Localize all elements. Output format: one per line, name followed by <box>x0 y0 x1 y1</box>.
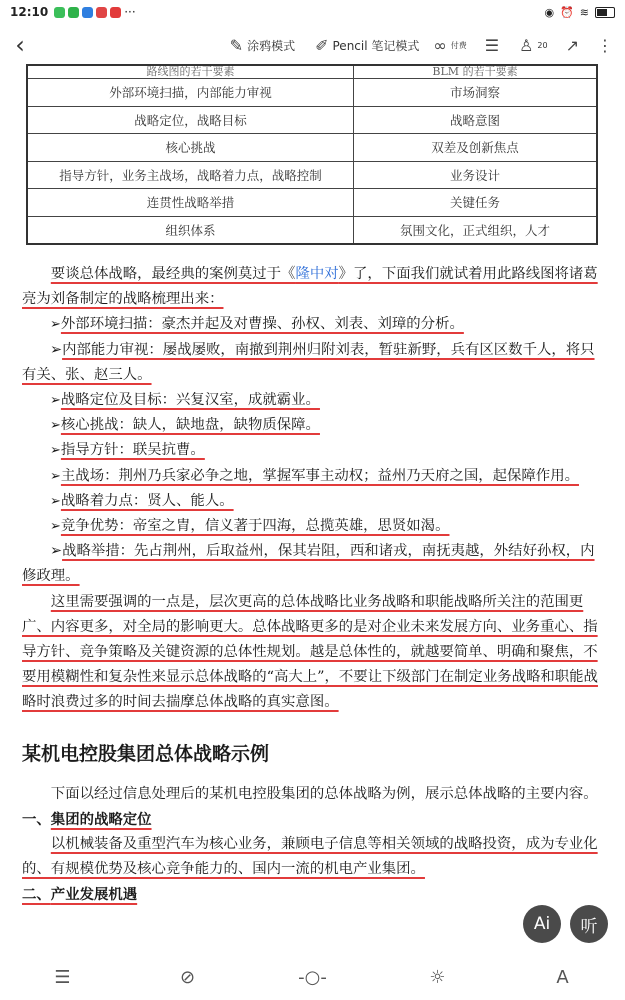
bullet-arrow-icon: ➢ <box>50 543 63 560</box>
wechat-icon <box>68 7 79 18</box>
app-icon <box>110 7 121 18</box>
list-item-text: 内部能力审视：屡战屡败，南撤到荆州归附刘表，暂驻新野，兵有区区数千人，将只有关、张、赵三人。 <box>22 341 595 383</box>
alarm-icon: ⏰ <box>560 5 574 19</box>
persons-button[interactable] <box>519 36 548 55</box>
listen-label: 听 <box>580 916 598 937</box>
pencil-icon: ✐ <box>315 35 329 55</box>
bullet-arrow-icon: ➢ <box>50 493 61 509</box>
eye-icon: ◉ <box>544 5 555 19</box>
comparison-table <box>26 64 598 245</box>
layout-button[interactable] <box>485 36 499 55</box>
table-cell: 组织体系 <box>27 216 354 244</box>
font-button[interactable] <box>543 967 583 988</box>
more-notifications-icon: ··· <box>124 5 136 19</box>
list-item-text: 战略定位及目标：兴复汉室，成就霸业。 <box>60 392 320 409</box>
brightness-icon: ☼ <box>429 967 446 988</box>
table-cell: 氛围文化，正式组织，人才 <box>354 216 598 244</box>
bullet-arrow-icon: ➢ <box>50 519 61 535</box>
intro-text: 要谈总体战略，最经典的案例莫过于《 <box>50 266 296 282</box>
person-count: 20 <box>537 40 548 50</box>
pencil-mode-button[interactable] <box>315 36 419 55</box>
font-icon: A <box>556 967 569 988</box>
subsection-title: 集团的战略定位 <box>50 810 152 828</box>
status-bar <box>0 0 625 24</box>
bullet-arrow-icon: ➢ <box>50 341 63 358</box>
status-time: 12:10 <box>10 5 49 19</box>
progress-button[interactable] <box>293 967 333 988</box>
list-item-text: 指导方针：联吴抗曹。 <box>60 442 205 459</box>
back-button[interactable]: ‹ <box>15 31 25 59</box>
progress-icon: -○- <box>298 967 327 988</box>
table-cell: 核心挑战 <box>27 134 354 162</box>
list-item-text: 外部环境扫描：豪杰并起及对曹操、孙权、刘表、刘璋的分析。 <box>60 316 464 333</box>
table-row <box>27 189 597 217</box>
table-row <box>27 79 597 107</box>
table-cell: 连贯性战略举措 <box>27 189 354 217</box>
intro-paragraph <box>22 262 607 312</box>
menu-button[interactable] <box>43 967 83 988</box>
more-vertical-icon: ⋮ <box>597 35 613 55</box>
table-cell: 业务设计 <box>354 161 598 189</box>
list-item <box>22 539 607 589</box>
share-button[interactable] <box>566 36 579 55</box>
brightness-button[interactable] <box>418 967 458 988</box>
list-item-text: 战略举措：先占荆州，后取益州，保其岩阻，西和诸戎，南抚夷越，外结好孙权，内修政理。 <box>22 543 595 585</box>
list-item <box>22 489 607 514</box>
layout-icon: ☰ <box>484 35 500 55</box>
table-cell: 双差及创新焦点 <box>354 134 598 162</box>
more-button[interactable] <box>597 36 613 55</box>
subsection-number: 一、 <box>22 810 51 828</box>
app-icon <box>82 7 93 18</box>
list-item <box>22 338 607 388</box>
table-cell: 关键任务 <box>354 189 598 217</box>
longzhongdui-link[interactable]: 隆中对 <box>295 266 339 282</box>
paragraph-text: 这里需要强调的一点是，层次更高的总体战略比业务战略和职能战略所关注的范围更广、内容更多，对全局的影响更大。总体战略更多的是对企业未来发展方向、业务重心、指导方针、竞争策略及关键资源的总体性规划。越是总体性的，就越要简单、明确和聚焦，不要用模糊性和复杂性来显示总体战略的“高大上”，不要让下级部门在制定业务战略和职能战略时浪费过多的时间去揣摩总体战略的真实意图。 <box>22 593 598 711</box>
bullet-arrow-icon: ➢ <box>50 468 61 484</box>
book-content <box>22 262 607 908</box>
infinity-icon: ∞ <box>433 35 447 55</box>
table-cell: 外部环境扫描，内部能力审视 <box>27 79 354 107</box>
compass-icon: ⊘ <box>179 967 196 988</box>
table-cell: 战略意图 <box>354 106 598 134</box>
list-item <box>22 438 607 463</box>
status-indicators <box>544 6 615 19</box>
doodle-mode-button[interactable] <box>230 36 295 55</box>
app-icon <box>96 7 107 18</box>
reader-toolbar <box>0 24 625 66</box>
bottom-toolbar <box>0 955 625 1000</box>
battery-icon <box>595 7 615 18</box>
wifi-icon: ≋ <box>579 5 589 19</box>
subsection-heading <box>22 807 607 832</box>
listen-button[interactable] <box>570 905 608 943</box>
table-header-cell: BLM 的若干要素 <box>354 65 598 79</box>
positioning-paragraph <box>22 832 607 882</box>
notification-icons <box>54 5 135 19</box>
share-icon: ↗ <box>565 35 579 55</box>
table-row <box>27 134 597 162</box>
paid-button[interactable] <box>433 36 466 55</box>
list-item <box>22 312 607 337</box>
bullet-arrow-icon: ➢ <box>50 418 61 434</box>
table-header-cell: 路线图的若干要素 <box>27 65 354 79</box>
list-item <box>22 413 607 438</box>
pencil-mode-label: Pencil 笔记模式 <box>332 38 420 53</box>
bullet-arrow-icon: ➢ <box>50 393 61 409</box>
wechat-icon <box>54 7 65 18</box>
ai-assistant-button[interactable] <box>523 905 561 943</box>
ai-label: Ai <box>533 914 551 934</box>
menu-icon: ☰ <box>54 967 71 988</box>
intro-text: 》了，下面我们就试着用此路线图将诸葛亮为刘备制定的战略梳理出来： <box>22 266 598 308</box>
bullet-arrow-icon: ➢ <box>50 443 61 459</box>
subsection-title: 产业发展机遇 <box>50 886 138 904</box>
table-cell: 战略定位，战略目标 <box>27 106 354 134</box>
list-item-text: 核心挑战：缺人，缺地盘，缺物质保障。 <box>60 417 320 434</box>
list-item <box>22 464 607 489</box>
list-item <box>22 514 607 539</box>
emphasis-paragraph <box>22 590 607 716</box>
list-item-text: 竞争优势：帝室之胄，信义著于四海，总揽英雄，思贤如渴。 <box>60 518 450 535</box>
doodle-icon: ✎ <box>229 35 244 55</box>
doodle-mode-label: 涂鸦模式 <box>247 38 296 53</box>
table-row <box>27 216 597 244</box>
table-row <box>27 161 597 189</box>
list-item-text: 主战场：荆州乃兵家必争之地，掌握军事主动权；益州乃天府之国，起保障作用。 <box>60 467 579 484</box>
compass-button[interactable] <box>168 967 208 988</box>
paragraph-text: 以机械装备及重型汽车为核心业务，兼顾电子信息等相关领域的战略投资，成为专业化的、有规模优势及核心竞争能力的、国内一流的机电产业集团。 <box>22 836 598 878</box>
bullet-arrow-icon: ➢ <box>50 317 61 333</box>
example-intro-paragraph: 下面以经过信息处理后的某机电控股集团的总体战略为例，展示总体战略的主要内容。 <box>50 785 598 802</box>
table-cell: 市场洞察 <box>354 79 598 107</box>
paid-label: 付费 <box>450 40 467 50</box>
subsection-number: 二、 <box>22 886 51 904</box>
section-heading: 某机电控股集团总体战略示例 <box>22 742 270 765</box>
table-header-row <box>27 65 597 79</box>
table-row <box>27 106 597 134</box>
person-icon: ♙ <box>519 35 534 55</box>
subsection-heading <box>22 882 607 907</box>
table-cell: 指导方针，业务主战场，战略着力点，战略控制 <box>27 161 354 189</box>
list-item <box>22 388 607 413</box>
list-item-text: 战略着力点：贤人、能人。 <box>60 492 234 509</box>
